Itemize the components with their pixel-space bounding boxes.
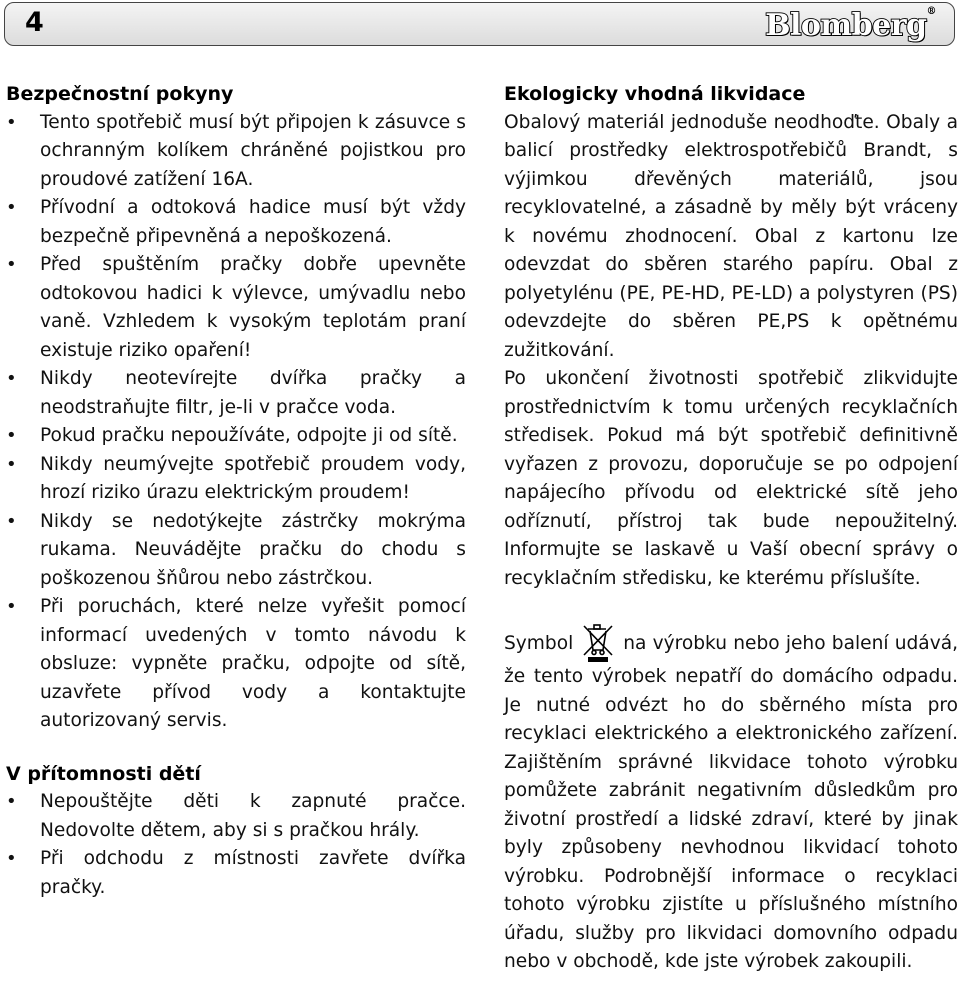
symbol-description: na výrobku nebo jeho balení udává, že tento výrobek nepatří do domácího odpadu. Je nutné odvézt ho do sběrného místa pro recyklaci elektrického a elektronického zařízení. Zajištěním správné likvidace tohoto výrobku pomůžete zabránit negativním důsledkům pro životní prostředí a lidské zdraví, které by jinak byly způsobeny nevhodnou likvidací tohoto výrobku. Podrobnější informace o recyklaci tohoto výrobku zjistíte u příslušného místního úřadu, služby pro likvidaci domovního odpadu nebo v obchodě, kde jste výrobek zakoupili. (504, 633, 958, 972)
safety-list (6, 109, 466, 736)
page-header (4, 2, 955, 46)
children-heading: V přítomnosti dětí (6, 762, 201, 785)
eco-packaging-paragraph: Obalový materiál jednoduše neodhoďte. Obaly a balicí prostředky elektrospotřebičů Brandt, s výjimkou dřevěných materiálů, jsou recyklovatelné, a zásadně by měly být vráceny k novému zhodnocení. Obal z kartonu lze odevzdat do sběren starého papíru. Obal z polyetylénu (PE, PE-HD, PE-LD) a polystyren (PS) odevzdejte do sběren PE,PS k opětnému zužitkování. (504, 111, 958, 361)
weee-symbol-paragraph (504, 623, 958, 977)
crossed-out-wheelie-bin-icon (576, 623, 620, 663)
eco-heading: Ekologicky vhodná likvidace (504, 83, 806, 105)
right-column (504, 80, 958, 977)
symbol-label: Symbol (504, 633, 574, 654)
safety-item: • Při poruchách, které nelze vyřešit pomocí informací uvedených v tomto návodu k obsluze: vypněte pračku, odpojte od sítě, uzavřete přívod vody a kontaktujte autorizovaný servis. (6, 593, 466, 736)
safety-item: • Tento spotřebič musí být připojen k zásuvce s ochranným kolíkem chráněné pojistkou pro proudové zatížení 16A. (6, 109, 466, 195)
registered-mark: ® (926, 6, 936, 17)
safety-item: • Nikdy neumývejte spotřebič proudem vody, hrozí riziko úrazu elektrickým proudem! (6, 451, 466, 508)
children-list (6, 788, 466, 902)
page-number: 4 (25, 7, 44, 38)
safety-heading: Bezpečnostní pokyny (6, 83, 234, 105)
safety-item: • Před spuštěním pračky dobře upevněte odtokovou hadici k výlevce, umývadlu nebo vaně. Vzhledem k vysokým teplotám praní existuje riziko opaření! (6, 251, 466, 365)
children-item: • Nepouštějte děti k zapnuté pračce. Nedovolte dětem, aby si s pračkou hrály. (6, 788, 466, 845)
safety-item: • Nikdy neotevírejte dvířka pračky a neodstraňujte filtr, je-li v pračce voda. (6, 365, 466, 422)
left-column (6, 80, 466, 902)
brand-logo (765, 8, 936, 43)
children-item: • Při odchodu z místnosti zavřete dvířka pračky. (6, 845, 466, 902)
safety-item: • Přívodní a odtoková hadice musí být vždy bezpečně připevněná a nepoškozená. (6, 194, 466, 251)
safety-item: • Nikdy se nedotýkejte zástrčky mokrýma rukama. Neuvádějte pračku do chodu s poškozenou šňůrou nebo zástrčkou. (6, 508, 466, 594)
brand-name: Blomberg (765, 8, 927, 43)
safety-item: • Pokud pračku nepoužíváte, odpojte ji od sítě. (6, 422, 466, 451)
eco-disposal-paragraph: Po ukončení životnosti spotřebič zlikvidujte prostřednictvím k tomu určených recyklačních středisek. Pokud má být spotřebič definitivně vyřazen z provozu, doporučuje se po odpojení napájecího přívodu od elektrické sítě jeho odříznutí, přístroj tak bude nepoužitelný. Informujte se laskavě u Vaší obecní správy o recyklačním středisku, ke kterému příslušíte. (504, 368, 958, 589)
